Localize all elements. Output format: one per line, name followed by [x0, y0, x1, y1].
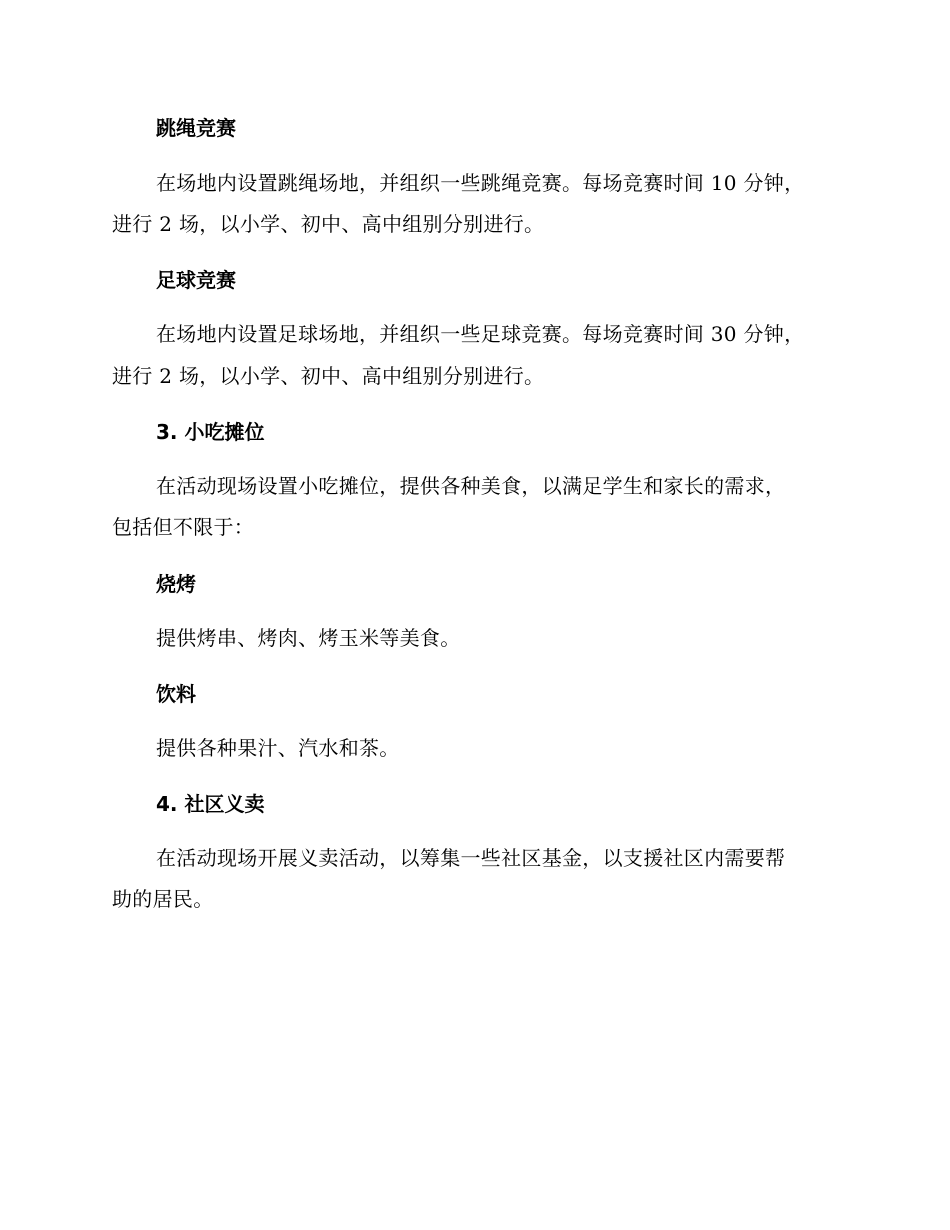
section-heading: 4. 社区义卖: [156, 792, 265, 816]
section-heading: 烧烤: [156, 572, 196, 596]
section-heading: 3. 小吃摊位: [156, 420, 265, 444]
section-heading: 跳绳竞赛: [156, 116, 236, 140]
section-heading: 足球竞赛: [156, 268, 236, 292]
paragraph-line: 包括但不限于：: [112, 515, 255, 539]
paragraph-line: 助的居民。: [112, 887, 214, 911]
paragraph-line: 提供烤串、烤肉、烤玉米等美食。: [156, 626, 461, 650]
paragraph-line: 在活动现场设置小吃摊位，提供各种美食，以满足学生和家长的需求，: [156, 474, 786, 498]
section-heading: 饮料: [156, 682, 196, 706]
paragraph-line: 提供各种果汁、汽水和茶。: [156, 736, 400, 760]
paragraph-line: 进行 2 场，以小学、初中、高中组别分别进行。: [112, 212, 545, 236]
paragraph-line: 在场地内设置足球场地，并组织一些足球竞赛。每场竞赛时间 30 分钟，: [156, 322, 805, 346]
paragraph-line: 在场地内设置跳绳场地，并组织一些跳绳竞赛。每场竞赛时间 10 分钟，: [156, 171, 805, 195]
paragraph-line: 进行 2 场，以小学、初中、高中组别分别进行。: [112, 364, 545, 388]
paragraph-line: 在活动现场开展义卖活动，以筹集一些社区基金，以支援社区内需要帮: [156, 846, 786, 870]
